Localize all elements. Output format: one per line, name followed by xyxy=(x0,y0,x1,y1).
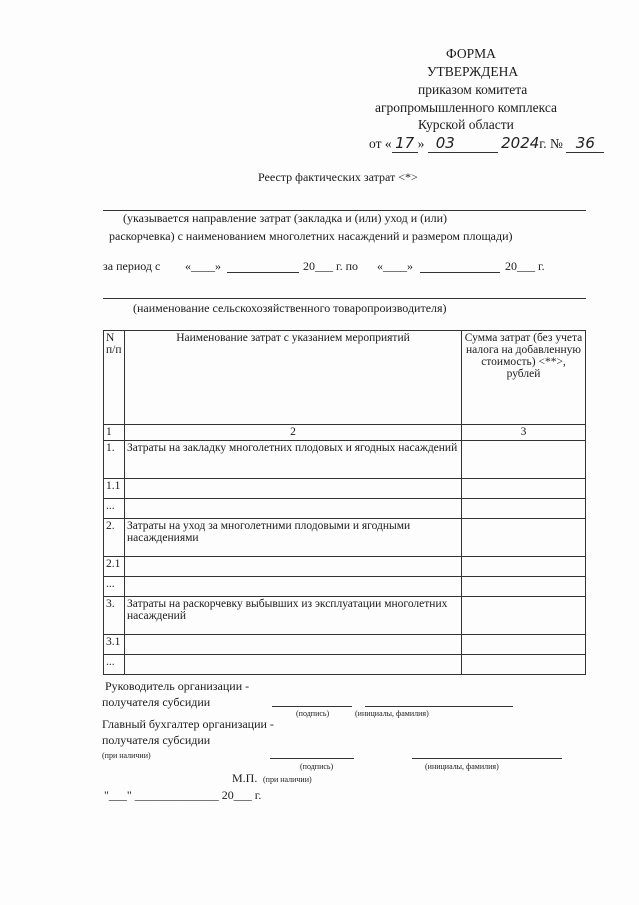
row-sum[interactable] xyxy=(462,577,586,597)
row-num: ... xyxy=(104,655,125,675)
row-text[interactable] xyxy=(125,635,462,655)
row-sum[interactable] xyxy=(462,597,586,635)
order-day: 17 xyxy=(392,134,418,153)
period-quote-2: «____» xyxy=(377,259,413,273)
head-signature-line xyxy=(272,706,352,707)
order-number: 36 xyxy=(566,134,604,153)
row-num: 3. xyxy=(104,597,125,635)
table-row xyxy=(104,597,586,635)
direction-hint-2: раскорчевка) с наименованием многолетних насаждений и размером площади) xyxy=(109,229,513,243)
approval-line-2: агропромышленного комплекса xyxy=(375,100,557,115)
header-num: N п/п xyxy=(104,331,125,425)
row-num: 1. xyxy=(104,441,125,479)
accountant-label-2: получателя субсидии xyxy=(102,733,211,747)
row-num: ... xyxy=(104,577,125,597)
order-month: 03 xyxy=(428,134,498,153)
head-name-hint: (инициалы, фамилия) xyxy=(355,709,429,718)
period-month-1-line xyxy=(227,272,299,273)
row-text[interactable] xyxy=(125,499,462,519)
head-name-line xyxy=(365,706,513,707)
table-row xyxy=(104,577,586,597)
period-prefix: за период с xyxy=(103,259,161,273)
row-sum[interactable] xyxy=(462,479,586,499)
row-num: 2.1 xyxy=(104,557,125,577)
accountant-name-hint: (инициалы, фамилия) xyxy=(425,762,499,771)
form-label: ФОРМА xyxy=(446,46,496,61)
table-row xyxy=(104,479,586,499)
signature-date: "___" ______________ 20___ г. xyxy=(104,788,262,802)
order-date-line xyxy=(369,134,604,153)
row-num: 2. xyxy=(104,519,125,557)
approval-line-3: Курской области xyxy=(418,117,514,132)
row-text: Затраты на уход за многолетними плодовыми и ягодными насаждениями xyxy=(125,519,462,557)
table-row xyxy=(104,499,586,519)
date-mid: » xyxy=(417,136,425,151)
period-quote-1: «____» xyxy=(185,259,221,273)
index-1: 1 xyxy=(104,425,125,441)
approval-line-1: приказом комитета xyxy=(418,82,528,97)
head-label-1: Руководитель организации - xyxy=(105,679,250,693)
accountant-label-1: Главный бухгалтер организации - xyxy=(102,717,274,731)
row-text[interactable] xyxy=(125,655,462,675)
row-sum[interactable] xyxy=(462,499,586,519)
table-row xyxy=(104,557,586,577)
register-title: Реестр фактических затрат <*> xyxy=(258,170,418,184)
producer-line xyxy=(103,298,586,299)
table-row xyxy=(104,635,586,655)
period-year-1: 20___ г. по xyxy=(303,259,358,273)
header-sum: Сумма затрат (без учета налога на добавленную стоимость) <**>, рублей xyxy=(462,331,586,425)
head-sign-hint: (подпись) xyxy=(296,709,330,718)
row-text[interactable] xyxy=(125,577,462,597)
row-sum[interactable] xyxy=(462,655,586,675)
producer-hint: (наименование сельскохозяйственного товаропроизводителя) xyxy=(133,301,447,315)
approved-label: УТВЕРЖДЕНА xyxy=(427,64,519,79)
row-sum[interactable] xyxy=(462,557,586,577)
row-text: Затраты на закладку многолетних плодовых и ягодных насаждений xyxy=(125,441,462,479)
table-index-row xyxy=(104,425,586,441)
row-text[interactable] xyxy=(125,557,462,577)
index-2: 2 xyxy=(125,425,462,441)
row-num: 1.1 xyxy=(104,479,125,499)
row-text[interactable] xyxy=(125,479,462,499)
row-num: ... xyxy=(104,499,125,519)
date-prefix: от « xyxy=(369,136,392,151)
head-label-2: получателя субсидии xyxy=(102,695,211,709)
table-header-row xyxy=(104,331,586,425)
row-sum[interactable] xyxy=(462,441,586,479)
cost-register-table xyxy=(103,330,586,675)
stamp-place: М.П. xyxy=(232,771,258,785)
header-name: Наименование затрат с указанием мероприятий xyxy=(125,331,462,425)
direction-hint-1: (указывается направление затрат (закладка и (или) уход и (или) xyxy=(123,211,447,225)
accountant-signature-line xyxy=(270,758,354,759)
accountant-name-line xyxy=(412,758,562,759)
table-row xyxy=(104,519,586,557)
accountant-if-any: (при наличии) xyxy=(102,751,151,760)
row-text: Затраты на раскорчевку выбывших из эксплуатации многолетних насаждений xyxy=(125,597,462,635)
accountant-sign-hint: (подпись) xyxy=(300,762,334,771)
order-year: 2024 xyxy=(501,134,540,152)
table-row xyxy=(104,655,586,675)
index-3: 3 xyxy=(462,425,586,441)
row-sum[interactable] xyxy=(462,635,586,655)
stamp-hint: (при наличии) xyxy=(263,775,312,784)
row-sum[interactable] xyxy=(462,519,586,557)
table-row xyxy=(104,441,586,479)
period-month-2-line xyxy=(420,272,500,273)
row-num: 3.1 xyxy=(104,635,125,655)
period-year-2: 20___ г. xyxy=(505,259,545,273)
year-suffix: г. № xyxy=(539,136,563,151)
